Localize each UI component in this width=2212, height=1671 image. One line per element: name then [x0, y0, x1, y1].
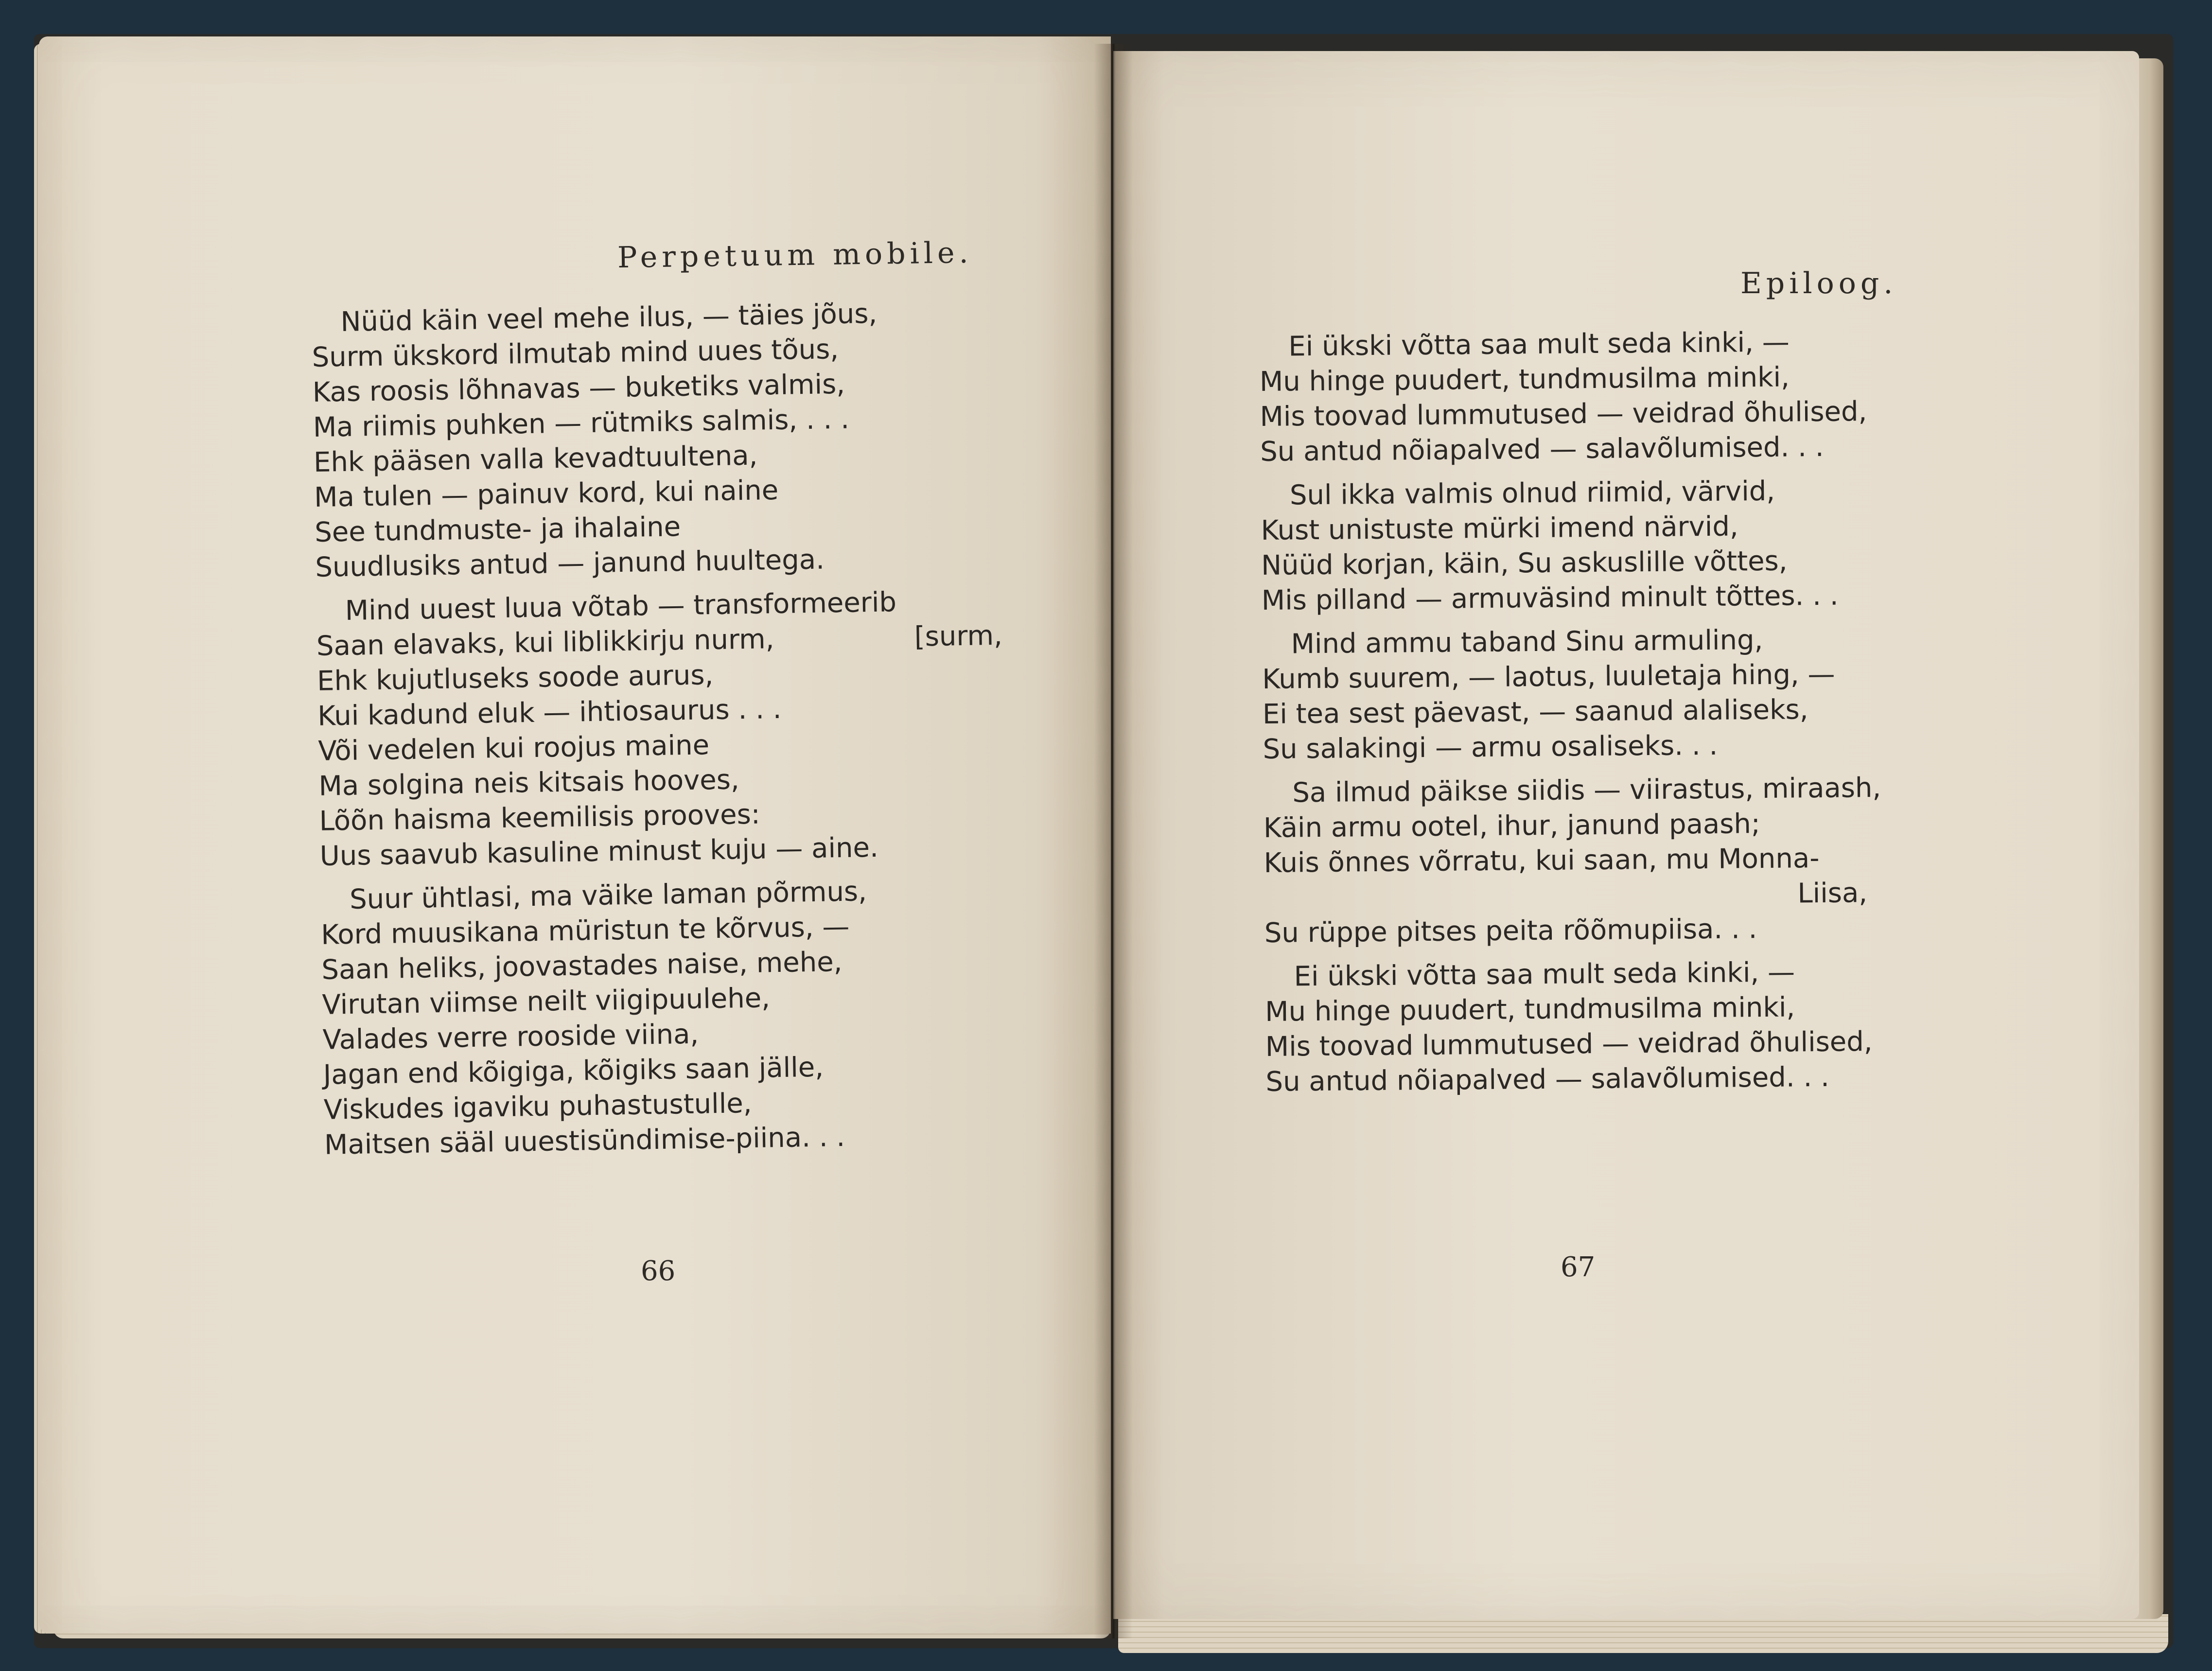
- poem-line: Surm ükskord ilmutab mind uues tõus,: [312, 333, 839, 373]
- poem-line: Su salakingi — armu osaliseks. . .: [1263, 729, 1718, 765]
- poem-line-tail: Liisa,: [1797, 877, 1868, 910]
- poem-line: See tundmuste- ja ihalaine: [314, 511, 681, 548]
- poem-line: Kust unistuste mürki imend närvid,: [1261, 510, 1738, 546]
- poem-line: Kui kadund eluk — ihtiosaurus . . .: [317, 693, 782, 732]
- poem-line: Lõõn haisma keemilisis prooves:: [319, 798, 761, 837]
- bottom-edge-right: [1118, 1614, 2168, 1653]
- poem-line: Suur ühtlasi, ma väike laman põrmus,: [349, 876, 867, 915]
- right-stanza-4: [1263, 771, 1882, 951]
- right-stanza-3: [1262, 622, 1880, 767]
- poem-line: Sa ilmud päikse siidis — viirastus, miraash,: [1292, 772, 1881, 809]
- book-gutter: [1094, 44, 1133, 1638]
- poem-line: Või vedelen kui roojus maine: [317, 729, 710, 767]
- poem-line: Saan elavaks, kui liblikkirju nurm,: [316, 623, 774, 662]
- left-poem-title: Perpetuum mobile.: [617, 235, 973, 275]
- right-stanza-1: [1259, 324, 1878, 470]
- right-poem: [1259, 324, 1884, 1108]
- poem-line: Kuis õnnes võrratu, kui saan, mu Monna-: [1264, 842, 1820, 879]
- right-stanza-2: [1261, 473, 1879, 618]
- poem-line: Kord muusikana müristun te kõrvus, —: [320, 911, 850, 951]
- carry-over-word: [surm,: [914, 619, 1003, 653]
- poem-line: Mind ammu taband Sinu armuling,: [1291, 624, 1763, 660]
- poem-line: Su antud nõiapalved — salavõlumised. . .: [1265, 1061, 1830, 1098]
- left-stanza-2: [316, 585, 1003, 874]
- right-stanza-5: [1264, 954, 1883, 1100]
- poem-line: Mis pilland — armuväsind minult tõttes. . .: [1261, 580, 1839, 616]
- poem-line: Kas roosis lõhnavas — buketiks valmis,: [312, 368, 845, 408]
- poem-line: Ehk pääsen valla kevadtuultena,: [313, 440, 758, 478]
- poem-line: Viskudes igaviku puhastustulle,: [323, 1087, 752, 1126]
- poem-line: Saan heliks, joovastades naise, mehe,: [321, 946, 843, 986]
- poem-line: Ei ükski võtta saa mult seda kinki, —: [1294, 956, 1795, 993]
- poem-line: Maitsen sääl uuestisündimise-piina. . .: [324, 1121, 845, 1161]
- poem-line: Uus saavub kasuline minust kuju — aine.: [319, 831, 879, 872]
- poem-line: Valades verre rooside viina,: [322, 1018, 699, 1056]
- poem-line: Su rüppe pitses peita rõõmupiisa. . .: [1264, 913, 1757, 949]
- poem-line: Nüüd käin veel mehe ilus, — täies jõus,: [340, 298, 878, 338]
- poem-line: Nüüd korjan, käin, Su askuslille võttes,: [1261, 545, 1788, 581]
- poem-line: Kumb suurem, — laotus, luuletaja hing, —: [1262, 658, 1835, 695]
- poem-line: Käin armu ootel, ihur, janund paash;: [1263, 808, 1760, 844]
- poem-line: Ma riimis puhken — rütmiks salmis, . . .: [313, 403, 850, 443]
- poem-line: Suudlusiks antud — janund huultega.: [315, 544, 825, 583]
- poem-line: Ehk kujutluseks soode aurus,: [316, 659, 714, 697]
- right-poem-title: Epiloog.: [1740, 266, 1897, 300]
- poem-line: Mu hinge puudert, tundmusilma minki,: [1259, 361, 1790, 398]
- poem-line: Virutan viimse neilt viigipuulehe,: [322, 982, 771, 1021]
- left-page-number: 66: [641, 1255, 676, 1287]
- poem-line: Mis toovad lummutused — veidrad õhulised,: [1260, 396, 1867, 433]
- poem-line: Mind uuest luua võtab — transformeerib: [345, 586, 897, 627]
- poem-line: Ei tea sest päevast, — saanud alaliseks,: [1262, 694, 1808, 730]
- poem-line: Ma tulen — painuv kord, kui naine: [314, 474, 779, 513]
- poem-line: Sul ikka valmis olnud riimid, värvid,: [1289, 475, 1775, 511]
- poem-line: Su antud nõiapalved — salavõlumised. . .: [1260, 431, 1824, 468]
- poem-line: Jagan end kõigiga, kõigiks saan jälle,: [323, 1051, 824, 1091]
- left-stanza-3: [320, 874, 905, 1163]
- poem-line: Ei ükski võtta saa mult seda kinki, —: [1288, 326, 1790, 363]
- poem-line: Mis toovad lummutused — veidrad õhulised,: [1265, 1026, 1873, 1063]
- poem-line: Ma solgina neis kitsais hooves,: [318, 764, 740, 802]
- left-poem: [311, 296, 1003, 1172]
- left-stanza-1: [311, 296, 896, 585]
- poem-line: Mu hinge puudert, tundmusilma minki,: [1264, 991, 1795, 1028]
- right-page-number: 67: [1561, 1251, 1596, 1283]
